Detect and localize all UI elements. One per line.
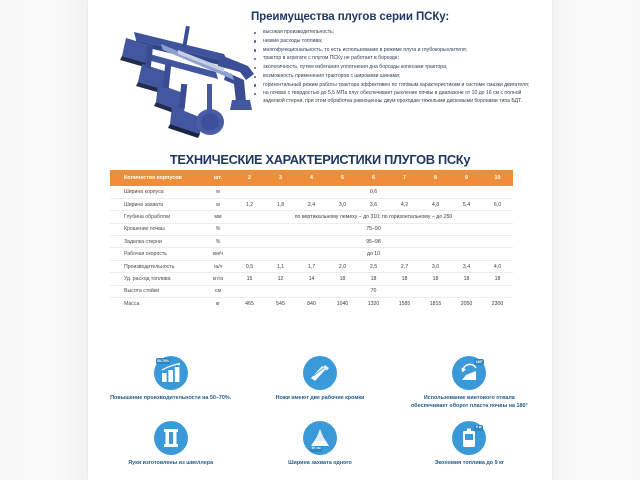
feature-label: Ширина захвата одного xyxy=(288,459,352,466)
bullet-icon xyxy=(254,67,256,69)
table-row xyxy=(110,298,513,310)
spec-table-body xyxy=(110,186,513,310)
advantage-item xyxy=(251,90,543,105)
feature-double-edge-knife xyxy=(245,356,394,411)
row-cell: 2300 xyxy=(491,300,504,307)
advantage-item xyxy=(251,38,543,46)
feature-productivity xyxy=(96,356,245,411)
bullet-icon xyxy=(254,93,256,95)
row-unit: % xyxy=(202,236,234,248)
table-row xyxy=(110,223,513,235)
feature-label: Экономия топлива до 9 кг xyxy=(434,459,505,466)
top-section xyxy=(88,4,552,146)
row-unit: кг/га xyxy=(202,273,234,285)
row-cell: 18 xyxy=(451,273,482,285)
row-unit: % xyxy=(202,223,234,235)
row-name: Производительность xyxy=(110,260,202,272)
advantage-text: высокая производительность; xyxy=(263,29,335,35)
row-cell: 18 xyxy=(389,273,420,285)
bar-chart-growth-glyph xyxy=(160,363,182,383)
table-row xyxy=(110,248,513,260)
row-span-value: 75–90 xyxy=(234,223,513,235)
advantages-list xyxy=(251,29,543,106)
row-cell: 2,7 xyxy=(389,260,420,272)
advantage-text: экологичность, путем избегания уплотнения дна борозды колесами трактора; xyxy=(263,64,448,71)
row-cell: 15 xyxy=(234,273,265,285)
row-span-value: 0,6 xyxy=(234,186,513,198)
header-col-5: 5 xyxy=(327,170,358,186)
feature-label: Ножи имеют две рабочие кромки xyxy=(275,395,365,401)
header-col-8: 8 xyxy=(420,170,451,186)
bullet-icon xyxy=(254,76,256,78)
table-row xyxy=(110,285,513,297)
advantage-text: трактор в агрегате с плугом ПСКу не работает в борозде; xyxy=(263,55,399,62)
row-name: Высота стойки xyxy=(110,285,202,297)
advantage-item xyxy=(251,55,543,63)
row-cell: 4,2 xyxy=(389,198,420,210)
feature-badge: 180° xyxy=(475,359,483,364)
header-col-4: 4 xyxy=(296,170,327,186)
row-unit: кг xyxy=(215,300,221,307)
advantage-item xyxy=(251,47,543,55)
row-cell: 18 xyxy=(482,273,513,285)
row-cell: 2,5 xyxy=(358,260,389,272)
width-60cm-icon xyxy=(303,421,337,455)
spec-table xyxy=(110,170,513,310)
feature-badge: 9 кг xyxy=(475,425,482,430)
row-cell: 0,5 xyxy=(234,260,265,272)
table-header-row xyxy=(110,170,513,186)
feature-steel-column xyxy=(96,421,245,467)
row-cell: 1585 xyxy=(398,300,411,307)
header-col-6: 6 xyxy=(358,170,389,186)
row-cell: 1320 xyxy=(367,300,380,307)
document-page xyxy=(88,0,552,480)
header-col-3: 3 xyxy=(265,170,296,186)
row-cell: 2,0 xyxy=(327,260,358,272)
row-cell: 4,8 xyxy=(420,198,451,210)
table-row xyxy=(110,273,513,285)
fuel-canister-icon xyxy=(452,421,486,455)
features-row-2 xyxy=(96,421,544,467)
table-row xyxy=(110,198,513,210)
row-cell: 14 xyxy=(296,273,327,285)
header-col-7: 7 xyxy=(389,170,420,186)
header-unit: шт. xyxy=(202,170,234,186)
row-name: Ширина корпуса xyxy=(110,186,202,198)
plough-illustration-icon xyxy=(106,10,256,140)
row-name: Ширина захвата xyxy=(110,198,202,210)
table-title: ТЕХНИЧЕСКИЕ ХАРАКТЕРИСТИКИ ПЛУГОВ ПСКу xyxy=(169,152,471,167)
row-cell: 1815 xyxy=(429,300,442,307)
row-cell: 3,4 xyxy=(451,260,482,272)
row-span-value: по вертикальному лемеху – до 310; по горизонтальному – до 250 xyxy=(234,211,513,223)
steel-column-glyph xyxy=(160,427,182,449)
row-cell: 1,8 xyxy=(265,198,296,210)
header-col-10: 10 xyxy=(482,170,513,186)
advantage-item xyxy=(251,73,543,81)
feature-badge: 60 см xyxy=(311,446,321,451)
row-cell: 1040 xyxy=(336,300,349,307)
row-unit: м xyxy=(202,186,234,198)
row-unit: мм xyxy=(202,211,234,223)
row-cell: 1,2 xyxy=(234,198,265,210)
plough-pscu-photo xyxy=(106,10,256,140)
row-span-value: до 10 xyxy=(234,248,513,260)
advantage-item xyxy=(251,29,543,37)
row-cell: 1,1 xyxy=(265,260,296,272)
row-span-value: 95–98 xyxy=(234,236,513,248)
advantage-text: многофункциональность, то есть использование в режиме плуга и глубокорыхлителя; xyxy=(263,46,468,53)
table-row xyxy=(110,260,513,272)
row-cell: 4,0 xyxy=(482,260,513,272)
advantages-block xyxy=(251,10,543,107)
row-unit: га/ч xyxy=(202,260,234,272)
row-cell: 12 xyxy=(265,273,296,285)
row-cell: 6,0 xyxy=(482,198,513,210)
row-name: Заделка стерни xyxy=(110,236,202,248)
page-gutter-right xyxy=(552,0,640,480)
feature-working-width xyxy=(245,421,394,467)
feature-fuel-saving xyxy=(395,421,544,467)
row-cell: 3,6 xyxy=(358,198,389,210)
bullet-icon xyxy=(254,58,256,60)
header-name: Количество корпусов xyxy=(110,170,202,186)
row-name: Уд. расход топлива xyxy=(110,273,202,285)
feature-badge: 50-70% xyxy=(157,358,169,363)
double-blade-knife-icon xyxy=(303,356,337,390)
row-name: Масса xyxy=(124,300,140,307)
row-cell: 5,4 xyxy=(451,198,482,210)
row-cell: 2,4 xyxy=(296,198,327,210)
row-unit: см xyxy=(202,285,234,297)
steel-column-icon xyxy=(154,421,188,455)
row-cell: 18 xyxy=(358,273,389,285)
row-cell: 465 xyxy=(245,300,254,307)
header-col-2: 2 xyxy=(234,170,265,186)
advantage-text: горизонтальный режим работы трактора эффективен по тяговым характеристикам и системе смазки двигателя; xyxy=(263,81,530,88)
bullet-icon xyxy=(254,32,256,34)
spec-table-head xyxy=(110,170,513,186)
table-row xyxy=(110,236,513,248)
row-span-value: 70 xyxy=(234,285,513,297)
table-row xyxy=(110,211,513,223)
advantage-item xyxy=(251,64,543,72)
spec-table-zone xyxy=(110,170,534,310)
feature-soil-rotation xyxy=(395,356,544,411)
bullet-icon xyxy=(254,49,256,51)
row-cell: 1,7 xyxy=(296,260,327,272)
page-gutter-left xyxy=(0,0,88,480)
bullet-icon xyxy=(254,84,256,86)
row-name: Глубина обработки xyxy=(110,211,202,223)
soil-rotation-180-icon xyxy=(452,356,486,390)
row-name: Рабочая скорость xyxy=(110,248,202,260)
row-unit: км/ч xyxy=(202,248,234,260)
row-cell: 18 xyxy=(327,273,358,285)
advantage-text: возможность применения тракторов с широкими шинами; xyxy=(263,72,401,79)
advantages-title: Преимущества плугов серии ПСКу: xyxy=(251,11,450,23)
features-row-1 xyxy=(96,356,544,411)
row-cell: 2050 xyxy=(460,300,473,307)
advantage-text: на почвах с твердостью до 5,5 МПа плуг обеспечивает рыхление почвы в диапазоне от 10 до 16 см с полной заделкой стерни, при этом обработка равноценны двум проходам тяжелыми дисковыми боронами типа БДТ. xyxy=(263,90,523,105)
row-cell: 3,0 xyxy=(327,198,358,210)
bullet-icon xyxy=(254,40,256,42)
row-cell: 545 xyxy=(276,300,285,307)
table-row xyxy=(110,186,513,198)
bar-chart-growth-icon xyxy=(154,356,188,390)
feature-label: Повышение производительности на 50–70%. xyxy=(110,395,232,401)
double-blade-knife-glyph xyxy=(308,361,332,385)
features-section xyxy=(96,356,544,467)
row-unit: м xyxy=(202,198,234,210)
row-name: Крошение почвы xyxy=(110,223,202,235)
advantage-text: низкие расходы топлива; xyxy=(263,37,323,44)
header-col-9: 9 xyxy=(451,170,482,186)
feature-label: Использование винтового отвала обеспечивает оборот пласта почвы на 180° xyxy=(411,395,528,410)
feature-label: Яуки изготовлены из швеллера xyxy=(128,459,214,466)
row-cell: 18 xyxy=(420,273,451,285)
row-cell: 840 xyxy=(307,300,316,307)
row-cell: 3,0 xyxy=(420,260,451,272)
advantage-item xyxy=(251,82,543,90)
